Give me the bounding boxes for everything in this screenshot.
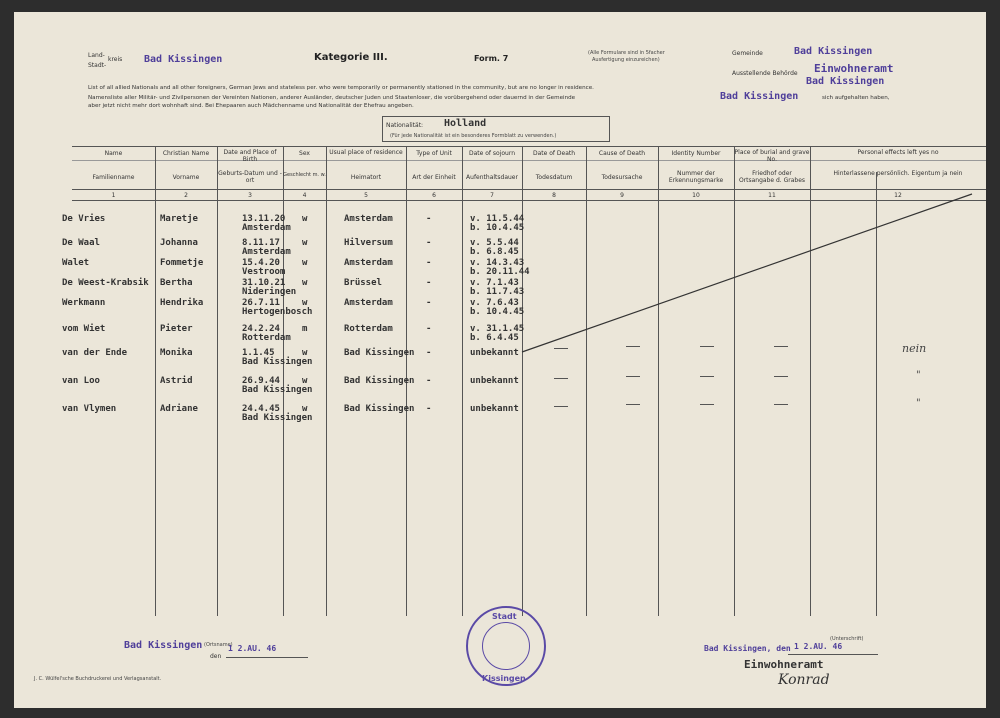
row-stay-from: v. 11.5.44: [470, 214, 525, 224]
col-sex-en: Sex: [299, 150, 310, 157]
behoerde-stamp-1: Einwohneramt: [814, 62, 894, 75]
col-home-num: 5: [364, 192, 368, 199]
row-vorname: Astrid: [160, 376, 193, 386]
row-vorname: Pieter: [160, 324, 193, 334]
col-death-num: 8: [552, 192, 556, 199]
row-unit: -: [426, 376, 432, 386]
right-place-stamp: Bad Kissingen, den: [704, 644, 791, 653]
col-cause-num: 9: [620, 192, 624, 199]
copies-note-2: Ausfertigung einzureichen): [592, 57, 660, 63]
col-unit-de: Art der Einheit: [412, 174, 456, 181]
row-name: van Loo: [62, 376, 100, 386]
col-stay-en: Date of sojourn: [468, 150, 516, 157]
col-effects-de: Hinterlassene persönlich. Eigentum ja nein: [833, 170, 963, 177]
col-identity-en: Identity Number: [671, 150, 721, 157]
ort-label: (Ortsname): [204, 642, 233, 648]
stadt-label: Stadt-: [88, 62, 107, 69]
col-vorname-en: Christian Name: [162, 150, 210, 157]
row-unit: -: [426, 404, 432, 414]
row-name: Werkmann: [62, 298, 106, 308]
row-home: Amsterdam: [344, 258, 393, 268]
row-home: Brüssel: [344, 278, 382, 288]
col-stay-de: Aufenthaltsdauer: [466, 174, 518, 181]
col-burial-de: Friedhof oder Ortsangabe d. Grabes: [738, 170, 806, 185]
row-birth-place: Bad Kissingen: [242, 413, 313, 423]
cancel-diagonal: [14, 12, 986, 708]
row-sex: w: [302, 238, 308, 248]
row-stay-from: unbekannt: [470, 404, 519, 414]
col-name-en: Name: [104, 150, 123, 157]
signature: Konrad: [778, 672, 830, 688]
col-stay-num: 7: [490, 192, 494, 199]
col-unit-en: Type of Unit: [416, 150, 452, 157]
document-sheet: [14, 12, 986, 708]
intro-line-2-end: sich aufgehalten haben,: [822, 95, 890, 101]
row-stay-to: b. 20.11.44: [470, 267, 530, 277]
col-birth-en: Date and Place of Birth: [223, 149, 277, 164]
row-birth-date: 26.7.11: [242, 298, 280, 308]
right-date-stamp: 1 2.AU. 46: [794, 642, 843, 651]
row-stay-to: b. 10.4.45: [470, 223, 525, 233]
col-birth-de: Geburts-Datum und -ort: [218, 170, 282, 185]
effects-mark-2: ": [916, 370, 921, 381]
row-home: Bad Kissingen: [344, 404, 415, 414]
col-cause-en: Cause of Death: [598, 150, 646, 157]
row-birth-date: 15.4.20: [242, 258, 280, 268]
row-stay-from: unbekannt: [470, 376, 519, 386]
row-vorname: Hendrika: [160, 298, 204, 308]
row-birth-date: 31.10.21: [242, 278, 286, 288]
row-birth-place: Bad Kissingen: [242, 357, 313, 367]
col-birth-num: 3: [248, 192, 252, 199]
row-birth-place: Hertogenbosch: [242, 307, 313, 317]
col-burial-num: 11: [768, 192, 776, 199]
row-unit: -: [426, 258, 432, 268]
row-sex: w: [302, 214, 308, 224]
office-stamp: Einwohneramt: [744, 658, 824, 671]
row-name: Walet: [62, 258, 90, 268]
row-stay-from: v. 31.1.45: [470, 324, 525, 334]
row-stay-to: b. 10.4.45: [470, 307, 525, 317]
row-unit: -: [426, 298, 432, 308]
intro-line-2: Namensliste aller Militär- und Zivilpersonen der Vereinten Nationen, anderer Ausländer, deutscher Juden und Staatenloser, die vorübergehend oder dauernd in der Gemeinde: [88, 95, 576, 101]
row-vorname: Monika: [160, 348, 193, 358]
row-name: vom Wiet: [62, 324, 106, 334]
col-vorname-num: 2: [184, 192, 188, 199]
row-birth-place: Amsterdam: [242, 223, 291, 233]
row-unit: -: [426, 348, 432, 358]
row-birth-date: 24.4.45: [242, 404, 280, 414]
row-home: Bad Kissingen: [344, 376, 415, 386]
city-seal: [466, 606, 546, 686]
row-birth-place: Bad Kissingen: [242, 385, 313, 395]
sign-label: (Unterschrift): [830, 636, 864, 642]
row-stay-from: v. 7.1.43: [470, 278, 519, 288]
row-vorname: Johanna: [160, 238, 198, 248]
effects-mark-1: nein: [902, 342, 927, 355]
row-stay-to: b. 11.7.43: [470, 287, 525, 297]
row-stay-to: b. 6.8.45: [470, 247, 519, 257]
row-stay-from: v. 7.6.43: [470, 298, 519, 308]
col-name-de: Familienname: [92, 174, 135, 181]
row-sex: w: [302, 258, 308, 268]
gemeinde-stamp: Bad Kissingen: [794, 46, 873, 57]
effects-mark-3: ": [916, 398, 921, 409]
form-number: Form. 7: [474, 54, 509, 63]
gemeinde-label: Gemeinde: [732, 50, 763, 57]
row-birth-date: 1.1.45: [242, 348, 275, 358]
col-death-en: Date of Death: [532, 150, 576, 157]
row-vorname: Adriane: [160, 404, 198, 414]
row-vorname: Bertha: [160, 278, 193, 288]
row-sex: w: [302, 404, 308, 414]
row-birth-place: Vestroom: [242, 267, 286, 277]
row-sex: w: [302, 278, 308, 288]
row-sex: w: [302, 298, 308, 308]
row-stay-from: unbekannt: [470, 348, 519, 358]
col-vorname-de: Vorname: [172, 174, 200, 181]
intro-line-3: aber jetzt nicht mehr dort wohnhaft sind. Bei Ehepaaren auch Mädchenname und Nationalität der Ehefrau angeben.: [88, 103, 414, 109]
row-birth-place: Nideringen: [242, 287, 297, 297]
row-birth-date: 24.2.24: [242, 324, 280, 334]
behoerde-label: Ausstellende Behörde: [732, 70, 798, 77]
row-home: Amsterdam: [344, 298, 393, 308]
col-identity-num: 10: [692, 192, 700, 199]
row-unit: -: [426, 238, 432, 248]
intro-stamp: Bad Kissingen: [720, 91, 799, 102]
row-sex: w: [302, 348, 308, 358]
col-unit-num: 6: [432, 192, 436, 199]
land-label: Land-: [88, 52, 105, 59]
behoerde-stamp-2: Bad Kissingen: [806, 76, 885, 87]
row-birth-place: Amsterdam: [242, 247, 291, 257]
row-birth-date: 26.9.44: [242, 376, 280, 386]
seal-top-text: Stadt: [492, 612, 517, 621]
kreis-label: kreis: [108, 56, 123, 63]
row-stay-from: v. 5.5.44: [470, 238, 519, 248]
col-sex-num: 4: [302, 192, 307, 199]
col-burial-en: Place of burial and grave No.: [734, 149, 810, 164]
row-unit: -: [426, 214, 432, 224]
col-sex-de: Geschlecht m. w.: [283, 172, 326, 178]
col-death-de: Todesdatum: [535, 174, 573, 181]
row-birth-date: 13.11.20: [242, 214, 286, 224]
row-stay-from: v. 14.3.43: [470, 258, 525, 268]
row-home: Amsterdam: [344, 214, 393, 224]
row-vorname: Maretje: [160, 214, 198, 224]
row-sex: m: [302, 324, 308, 334]
col-identity-de: Nummer der Erkennungsmarke: [668, 170, 724, 185]
row-name: De Vries: [62, 214, 106, 224]
row-home: Bad Kissingen: [344, 348, 415, 358]
col-effects-num: 12: [894, 192, 902, 199]
row-stay-to: b. 6.4.45: [470, 333, 519, 343]
row-name: van Vlymen: [62, 404, 117, 414]
den-label: den: [210, 653, 222, 660]
row-name: De Waal: [62, 238, 100, 248]
row-unit: -: [426, 324, 432, 334]
row-name: van der Ende: [62, 348, 128, 358]
date-stamp-left: 1 2.AU. 46: [228, 644, 277, 653]
col-home-de: Heimatort: [350, 174, 382, 181]
nationality-value: Holland: [444, 118, 487, 129]
row-birth-place: Rotterdam: [242, 333, 291, 343]
seal-bottom-text: Kissingen: [482, 674, 526, 683]
col-name-num: 1: [111, 192, 116, 199]
ort-stamp: Bad Kissingen: [124, 640, 203, 651]
row-unit: -: [426, 278, 432, 288]
copies-note-1: (Alle Formulare sind in 5facher: [588, 50, 665, 56]
row-birth-date: 8.11.17: [242, 238, 280, 248]
kreis-stamp: Bad Kissingen: [144, 54, 223, 65]
nationality-label: Nationalität:: [386, 122, 424, 129]
printer-note: J. C. Wülfel'sche Buchdruckerei und Verlagsanstalt.: [34, 676, 162, 682]
col-effects-en: Personal effects left yes no: [857, 149, 939, 156]
row-home: Rotterdam: [344, 324, 393, 334]
intro-line-1: List of all allied Nationals and all other foreigners, German Jews and stateless per. who were temporarily or permanently stationed in the community, but are no longer in residence.: [88, 85, 594, 91]
row-vorname: Fommetje: [160, 258, 204, 268]
row-sex: w: [302, 376, 308, 386]
col-cause-de: Todesursache: [601, 174, 643, 181]
col-home-en: Usual place of residence: [329, 149, 403, 156]
kategorie-title: Kategorie III.: [314, 52, 388, 63]
row-name: De Weest-Krabsik: [62, 278, 149, 288]
row-home: Hilversum: [344, 238, 393, 248]
nationality-note: (Für jede Nationalität ist ein besonderes Formblatt zu verwenden.): [390, 133, 557, 139]
